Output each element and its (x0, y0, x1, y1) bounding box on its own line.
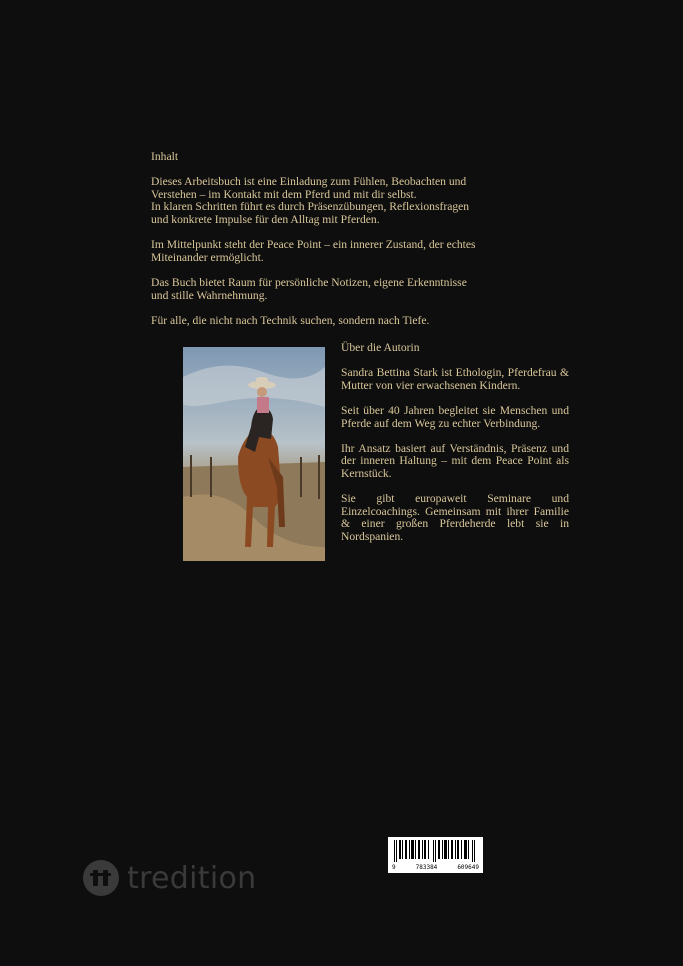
author-photo-image (183, 347, 325, 561)
barcode-digit-prefix: 9 (392, 864, 396, 871)
about-heading: Über die Autorin (341, 341, 420, 354)
tredition-logo-icon (83, 860, 119, 896)
barcode-digits (388, 864, 483, 871)
intro-paragraph: Das Buch bietet Raum für persönliche Notizen, eigene Erkenntnisse und stille Wahrnehmung. (151, 275, 467, 302)
about-paragraph: Sandra Bettina Stark ist Ethologin, Pferdefrau & Mutter von vier erwachsenen Kindern. (341, 366, 569, 392)
intro-heading: Inhalt (151, 150, 179, 163)
intro-paragraph: Im Mittelpunkt steht der Peace Point – ein innerer Zustand, der echtes Miteinander ermöglicht. (151, 238, 476, 264)
barcode-digit-group: 609649 (457, 864, 479, 871)
about-author-section (341, 342, 569, 556)
barcode-digit-group: 783384 (415, 864, 438, 871)
about-paragraph: Ihr Ansatz basiert auf Verständnis, Präsenz und der inneren Haltung – mit dem Peace Point als Kernstück. (341, 441, 569, 480)
about-paragraph: Sie gibt europaweit Seminare und Einzelcoachings. Gemeinsam mit ihrer Familie & einer großen Pferdeherde lebt sie in Nordspanien. (341, 492, 569, 543)
isbn-barcode (388, 837, 483, 873)
barcode-bars (388, 837, 483, 865)
publisher-name: tredition (127, 860, 257, 896)
intro-paragraph: Für alle, die nicht nach Technik suchen, sondern nach Tiefe. (151, 313, 430, 327)
publisher-logo (83, 860, 256, 896)
about-paragraph: Seit über 40 Jahren begleitet sie Menschen und Pferde auf dem Weg zu echter Verbindung. (341, 403, 569, 430)
author-photo (183, 347, 325, 561)
intro-paragraph: Dieses Arbeitsbuch ist eine Einladung zum Fühlen, Beobachten und Verstehen – im Kontakt mit dem Pferd und mit dir selbst. In klaren Schritten führt es durch Präsenzübungen, Reflexionsfragen und konkrete Impulse für den Alltag mit Pferden. (151, 175, 470, 226)
intro-section (151, 151, 523, 340)
